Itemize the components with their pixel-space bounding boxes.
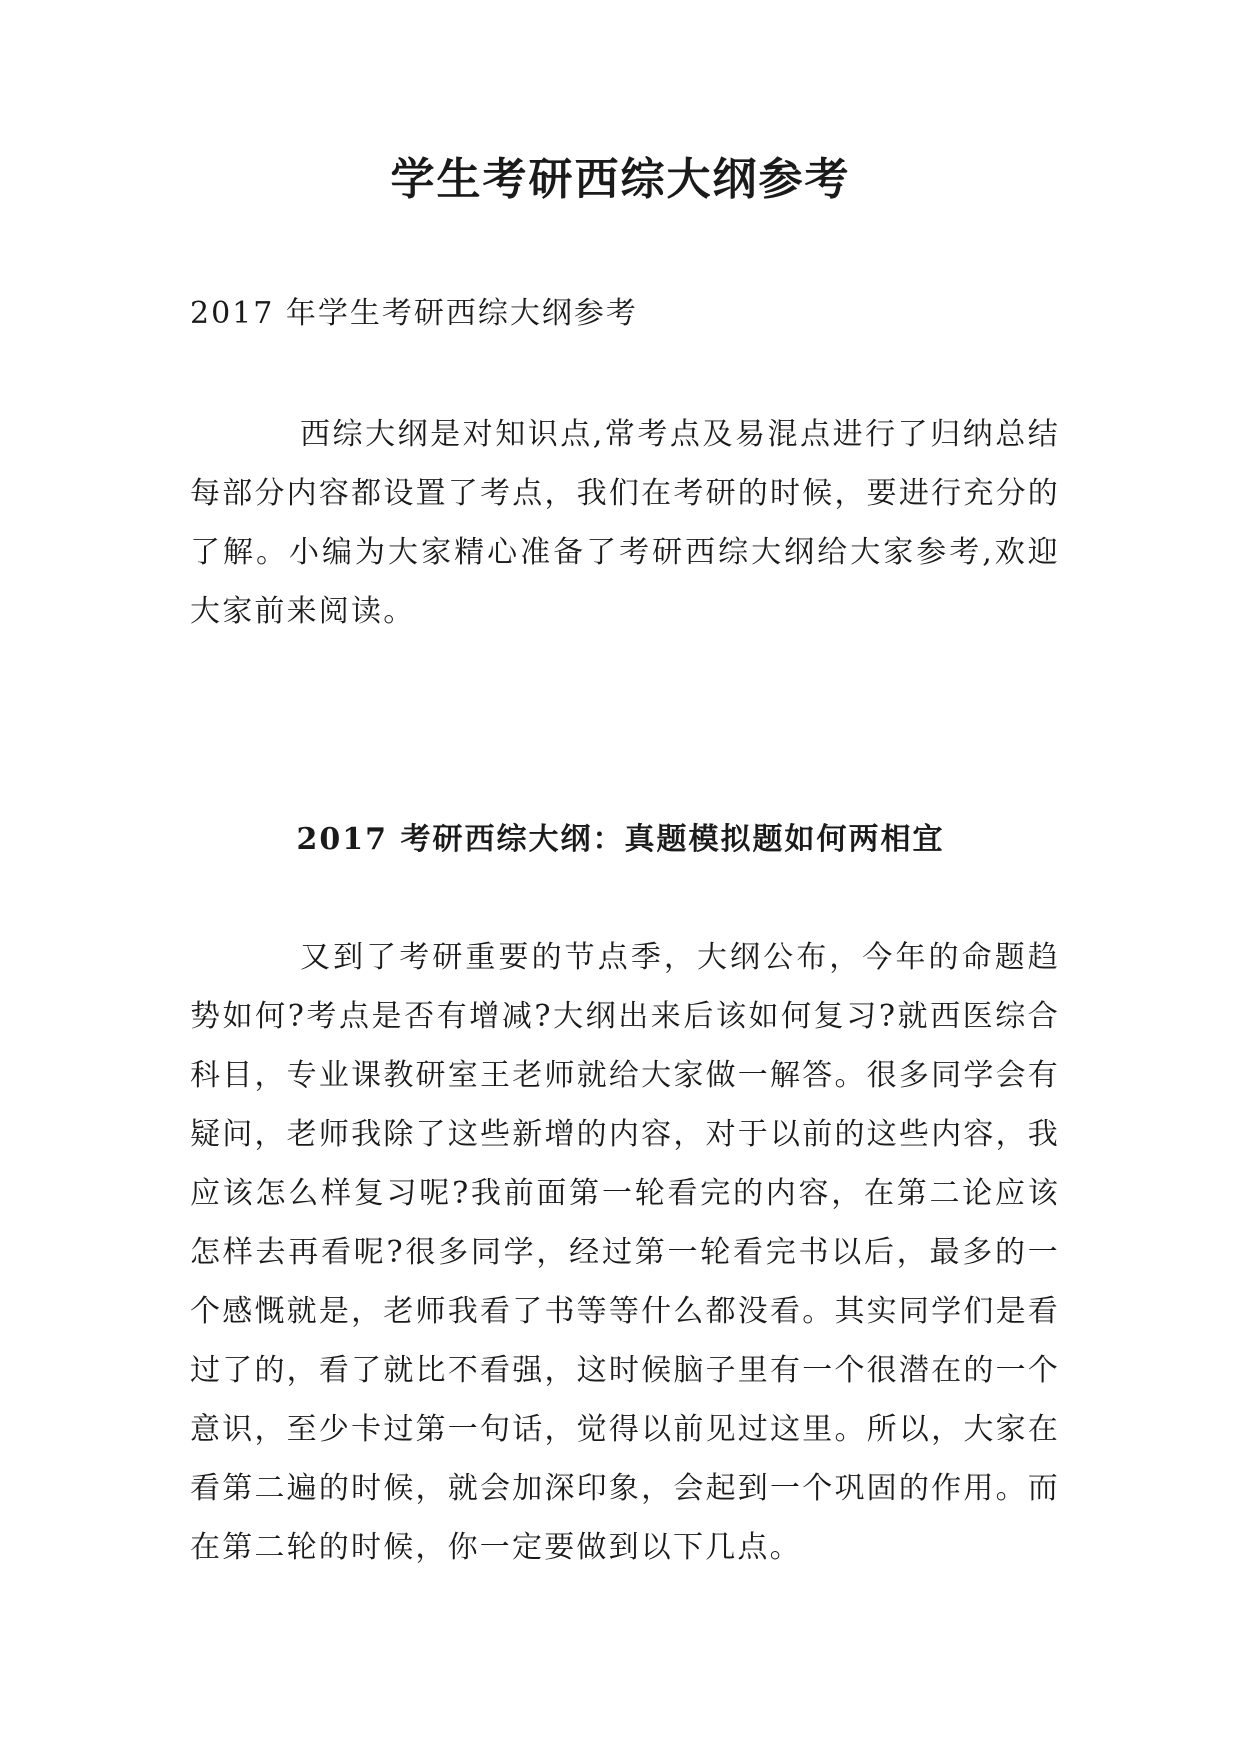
body-paragraph: 又到了考研重要的节点季，大纲公布，今年的命题趋势如何?考点是否有增减?大纲出来后该如何复习?就西医综合科目，专业课教研室王老师就给大家做一解答。很多同学会有疑问，老师我除了这些新增的内容，对于以前的这些内容，我应该怎么样复习呢?我前面第一轮看完的内容，在第二论应该怎样去再看呢?很多同学，经过第一轮看完书以后，最多的一个感慨就是，老师我看了书等等什么都没看。其实同学们是看过了的，看了就比不看强，这时候脑子里有一个很潜在的一个意识，至少卡过第一句话，觉得以前见过这里。所以，大家在看第二遍的时候，就会加深印象，会起到一个巩固的作用。而在第二轮的时候，你一定要做到以下几点。	[190, 940, 1060, 1565]
document-title: 学生考研西综大纲参考	[390, 154, 851, 205]
document-subtitle: 2017 年学生考研西综大纲参考	[190, 296, 638, 331]
section-heading: 2017 考研西综大纲：真题模拟题如何两相宜	[296, 822, 945, 857]
intro-paragraph: 西综大纲是对知识点,常考点及易混点进行了归纳总结每部分内容都设置了考点，我们在考研的时候，要进行充分的了解。小编为大家精心准备了考研西综大纲给大家参考,欢迎大家前来阅读。	[190, 417, 1060, 629]
